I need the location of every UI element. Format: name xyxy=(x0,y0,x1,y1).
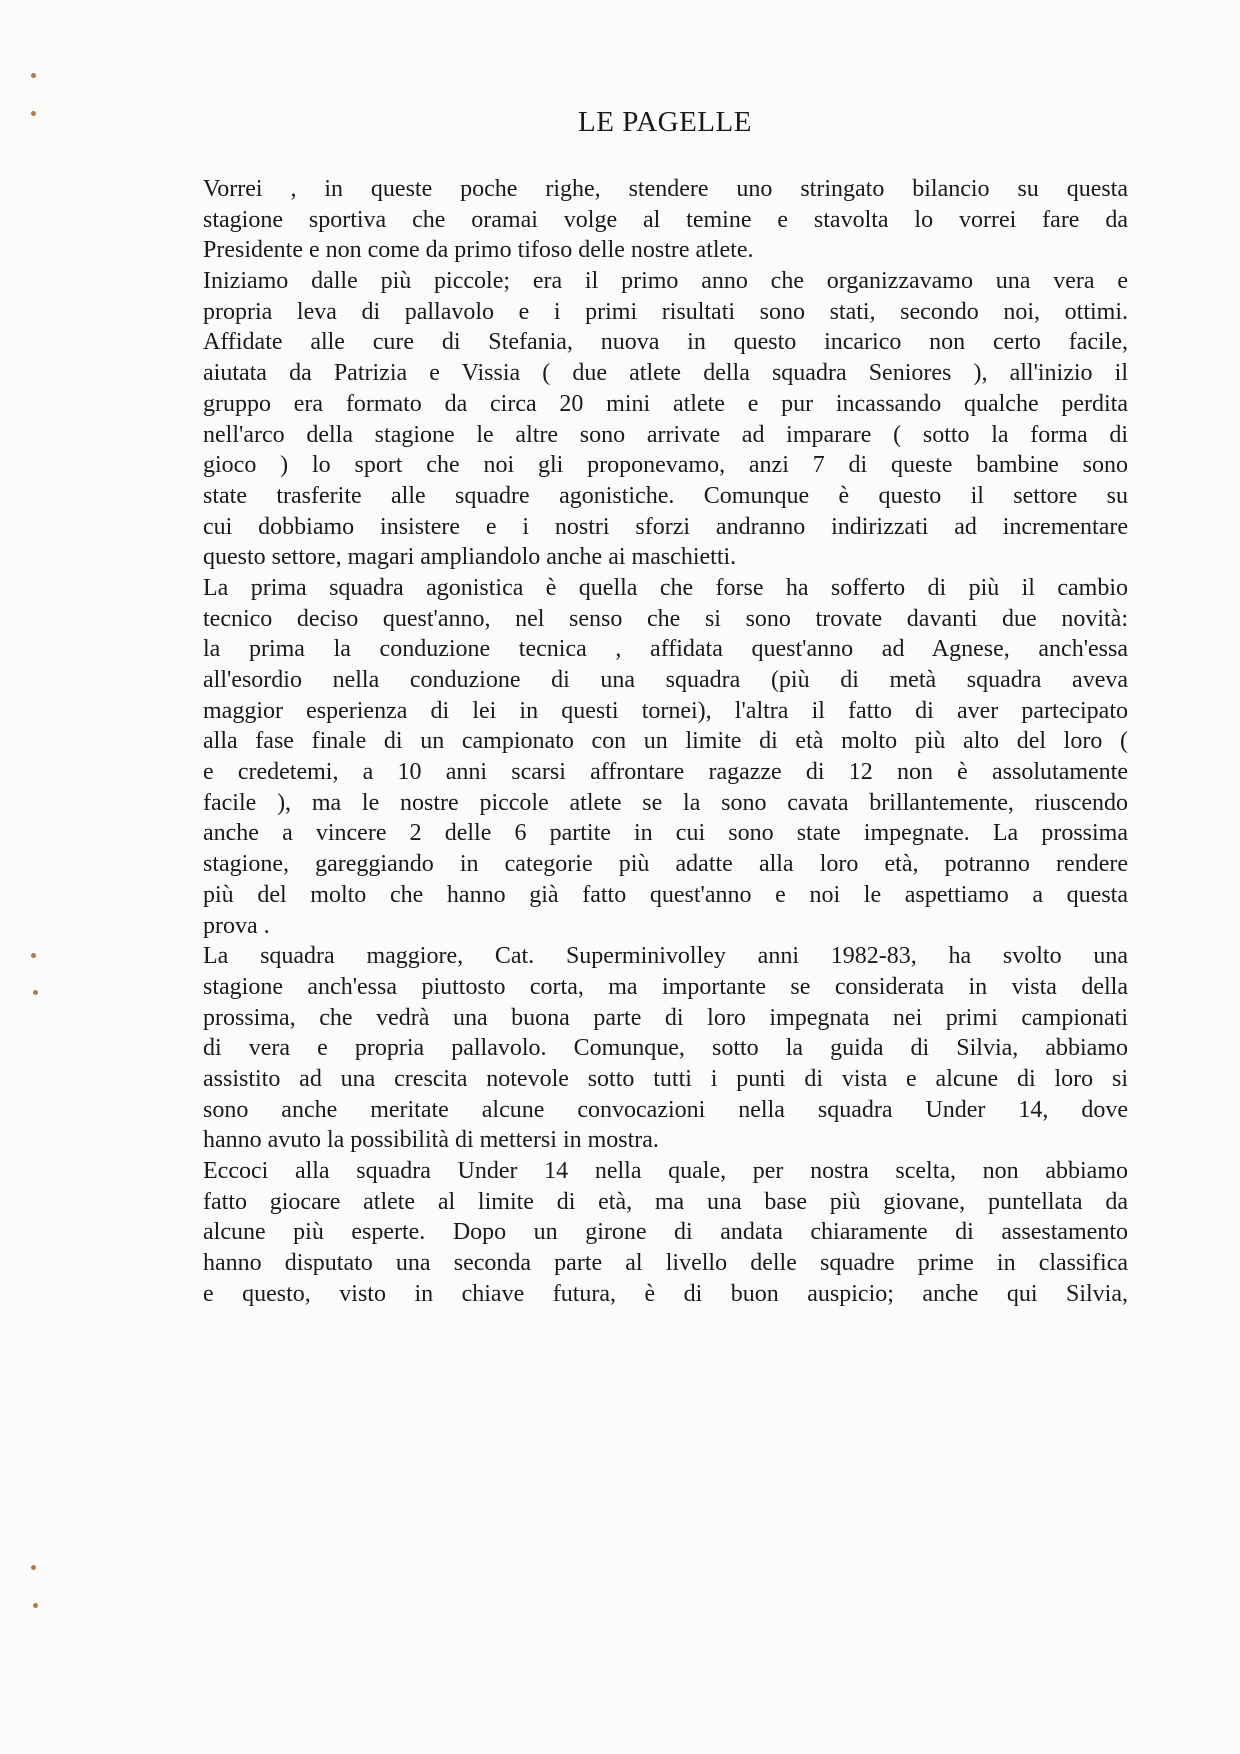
text-line: La squadra maggiore, Cat. Superminivolley anni 1982-83, ha svolto una xyxy=(203,943,1128,970)
text-line: di vera e propria pallavolo. Comunque, sotto la guida di Silvia, abbiamo xyxy=(203,1035,1128,1062)
binder-hole-mark xyxy=(31,1565,36,1570)
text-line: Iniziamo dalle più piccole; era il primo anno che organizzavamo una vera e xyxy=(203,268,1128,295)
paragraph xyxy=(203,941,1128,1156)
text-line: alla fase finale di un campionato con un limite di età molto più alto del loro ( xyxy=(203,728,1128,755)
paragraph xyxy=(203,174,1128,266)
text-line: gioco ) lo sport che noi gli proponevamo, anzi 7 di queste bambine sono xyxy=(203,452,1128,479)
text-line: maggior esperienza di lei in questi tornei), l'altra il fatto di aver partecipato xyxy=(203,697,1128,724)
text-line: propria leva di pallavolo e i primi risultati sono stati, secondo noi, ottimi. xyxy=(203,298,1128,325)
article-body xyxy=(203,174,1128,1309)
text-line: prossima, che vedrà una buona parte di loro impegnata nei primi campionati xyxy=(203,1004,1128,1031)
binder-hole-mark xyxy=(33,1603,38,1608)
paragraph xyxy=(203,573,1128,941)
text-line: nell'arco della stagione le altre sono arrivate ad imparare ( sotto la forma di xyxy=(203,421,1128,448)
text-line: sono anche meritate alcune convocazioni nella squadra Under 14, dove xyxy=(203,1096,1128,1123)
binder-hole-mark xyxy=(33,990,38,995)
text-line: la prima la conduzione tecnica , affidata quest'anno ad Agnese, anch'essa xyxy=(203,636,1128,663)
text-line: fatto giocare atlete al limite di età, ma una base più giovane, puntellata da xyxy=(203,1188,1128,1215)
text-line: Affidate alle cure di Stefania, nuova in questo incarico non certo facile, xyxy=(203,329,1128,356)
text-line: alcune più esperte. Dopo un girone di andata chiaramente di assestamento xyxy=(203,1219,1128,1246)
paragraph xyxy=(203,266,1128,573)
text-line: gruppo era formato da circa 20 mini atlete e pur incassando qualche perdita xyxy=(203,390,1128,417)
text-line: La prima squadra agonistica è quella che forse ha sofferto di più il cambio xyxy=(203,574,1128,601)
binder-hole-mark xyxy=(31,73,36,78)
text-line: cui dobbiamo insistere e i nostri sforzi andranno indirizzati ad incrementare xyxy=(203,513,1128,540)
text-line: stagione anch'essa piuttosto corta, ma importante se considerata in vista della xyxy=(203,973,1128,1000)
text-line: all'esordio nella conduzione di una squadra (più di metà squadra aveva xyxy=(203,667,1128,693)
text-line: assistito ad una crescita notevole sotto tutti i punti di vista e alcune di loro si xyxy=(203,1065,1128,1092)
text-line: più del molto che hanno già fatto quest'anno e noi le aspettiamo a questa xyxy=(203,881,1128,908)
text-line: Presidente e non come da primo tifoso delle nostre atlete. xyxy=(203,237,754,264)
text-line: anche a vincere 2 delle 6 partite in cui sono state impegnate. La prossima xyxy=(203,820,1128,847)
text-line: questo settore, magari ampliandolo anche ai maschietti. xyxy=(203,544,737,571)
text-line: Vorrei , in queste poche righe, stendere uno stringato bilancio su questa xyxy=(203,176,1128,202)
text-line: e credetemi, a 10 anni scarsi affrontare ragazze di 12 non è assolutamente xyxy=(203,759,1128,786)
text-line: tecnico deciso quest'anno, nel senso che si sono trovate davanti due novità: xyxy=(203,605,1128,632)
binder-hole-mark xyxy=(31,953,36,958)
text-line: state trasferite alle squadre agonistiche. Comunque è questo il settore su xyxy=(203,482,1128,509)
text-line: hanno avuto la possibilità di mettersi in mostra. xyxy=(203,1127,659,1154)
text-line: stagione, gareggiando in categorie più adatte alla loro età, potranno rendere xyxy=(203,851,1128,878)
paragraph xyxy=(203,1156,1128,1309)
text-line: aiutata da Patrizia e Vissia ( due atlete della squadra Seniores ), all'inizio il xyxy=(203,360,1128,387)
text-line: Eccoci alla squadra Under 14 nella quale, per nostra scelta, non abbiamo xyxy=(203,1158,1128,1184)
text-line: prova . xyxy=(203,912,270,939)
text-line: facile ), ma le nostre piccole atlete se la sono cavata brillantemente, riuscendo xyxy=(203,789,1128,816)
text-line: e questo, visto in chiave futura, è di buon auspicio; anche qui Silvia, xyxy=(203,1280,1128,1307)
text-line: stagione sportiva che oramai volge al temine e stavolta lo vorrei fare da xyxy=(203,206,1128,233)
text-line: hanno disputato una seconda parte al livello delle squadre prime in classifica xyxy=(203,1250,1128,1277)
page-title: LE PAGELLE xyxy=(578,106,752,138)
